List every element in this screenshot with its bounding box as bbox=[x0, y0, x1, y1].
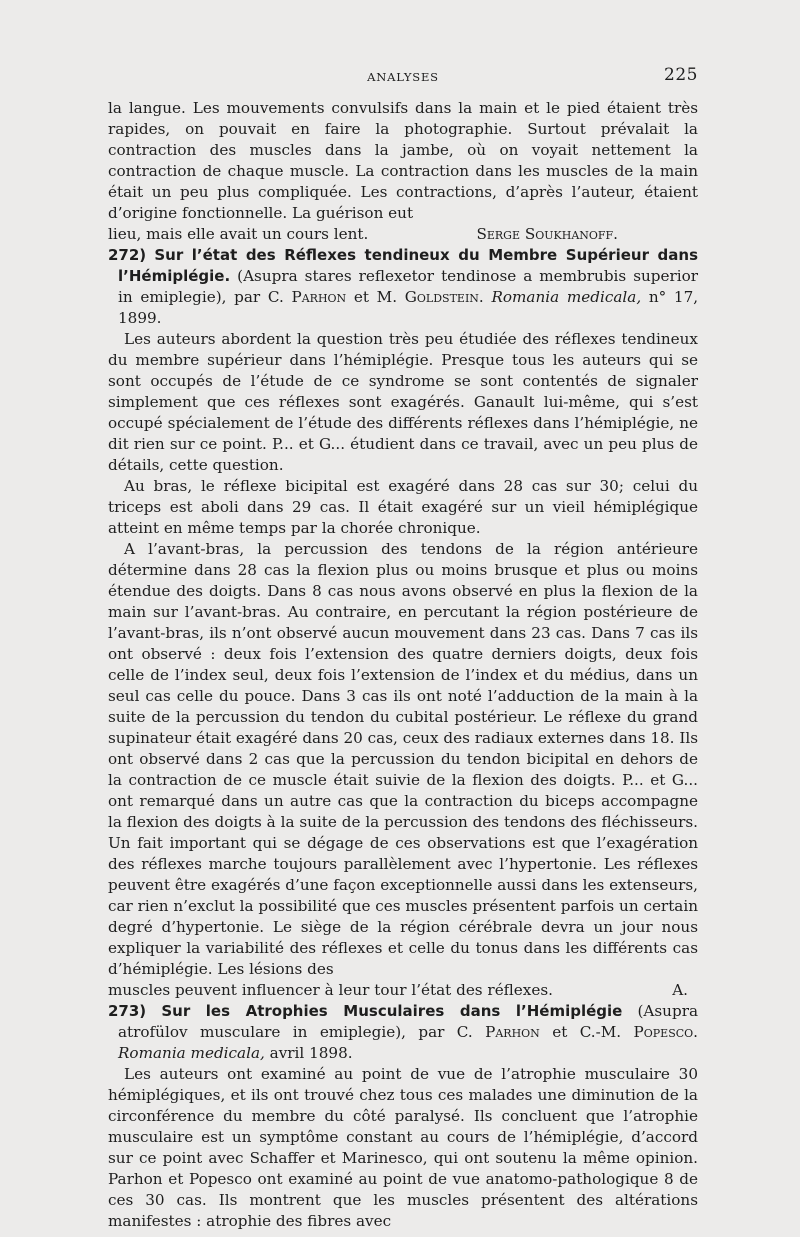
paragraph: Les auteurs abordent la question très peu étudiée des réflexes tendineux du membre supérieur dans l’hémiplégie. Presque tous les auteurs qui se sont occupés de l’étude de ce syndrome se sont contentés de signaler simplement que ces réflexes sont exagérés. Ganault lui-même, qui s’est occupé spécialement de l’étude des différents réflexes dans l’hémiplégie, ne dit rien sur ce point. P... et G... étudient dans ce travail, avec un peu plus de détails, cette question. bbox=[108, 330, 698, 474]
paragraph: A l’avant-bras, la percussion des tendons de la région antérieure détermine dans 28 cas la flexion plus ou moins brusque et plus ou moins étendue des doigts. Dans 8 cas nous avons observé en plus la flexion de la main sur l’avant-bras. Au contraire, en percutant la région postérieure de l’avant-bras, ils n’ont observé aucun mouvement dans 23 cas. Dans 7 cas ils ont observé : deux fois l’extension des quatre derniers doigts, deux fois celle de l’index seul, deux fois l’extension de l’index et du médius, dans un seul cas celle du pouce. Dans 3 cas ils ont noté l’adduction de la main à la suite de la percussion du tendon du cubital postérieur. Le réflexe du grand supinateur était exagéré dans 20 cas, ceux des radiaux externes dans 18. Ils ont observé dans 2 cas que la percussion du tendon bicipital en dehors de la contraction de ce muscle était suivie de la flexion des doigts. P... et G... ont remarqué dans un autre cas que la contraction du biceps accompagne la flexion des doigts à la suite de la percussion des tendons des fléchisseurs. Un fait important qui se dégage de ces observations est que l’exagération des réflexes marche toujours parallèlement avec l’hypertonie. Les réflexes peuvent être exagérés d’une façon exceptionnelle aussi dans les extenseurs, car rien n’exclut la possibilité que ces muscles présentent parfois un certain degré d’hypertonie. Le siège de la région cérébrale devra un jour nous expliquer la variabilité des réflexes et celle du tonus dans les différents cas d’hémiplégie. Les lésions des bbox=[108, 540, 698, 978]
entry-issue: avril 1898. bbox=[269, 1044, 353, 1062]
text-body bbox=[108, 98, 698, 1232]
entry-273-heading bbox=[108, 1001, 698, 1064]
page-number: 225 bbox=[664, 65, 698, 85]
entry-subtitle: (Asupra atrofülov musculare in emiplegie), par C. bbox=[118, 1002, 699, 1041]
entry-author: Parhon bbox=[485, 1023, 540, 1041]
entry-journal: Romania medicala, bbox=[118, 1044, 265, 1062]
entry-number: 272) bbox=[108, 246, 147, 264]
paragraph-end-line bbox=[108, 980, 698, 1001]
signature: Serge Soukhanoff. bbox=[476, 225, 618, 243]
entry-author: Parhon bbox=[291, 288, 347, 306]
entry-conjunction: et M. bbox=[353, 288, 398, 306]
paragraph-intro: la langue. Les mouvements convulsifs dans la main et le pied étaient très rapides, on pouvait en faire la photographie. Surtout prévalait la contraction des muscles dans la jambe, où on voyait nettement la contraction de chaque muscle. La contraction dans les muscles de la main était un peu plus compliquée. Les contractions, d’après l’auteur, étaient d’origine fonctionnelle. La guérison eut bbox=[108, 99, 698, 222]
entry-issue: n° 17, 1899. bbox=[118, 288, 699, 327]
paragraph-last-line: muscles peuvent influencer à leur tour l’état des réflexes. bbox=[108, 981, 553, 999]
entry-title: Sur les Atrophies Musculaires dans l’Hémiplégie bbox=[161, 1002, 623, 1020]
entry-subtitle: (Asupra stares reflexetor tendinose a membrubis superior in emiplegie), par C. bbox=[118, 267, 698, 306]
entry-title: Sur l’état des Réflexes tendineux du Membre Supérieur dans l’Hémiplégie. bbox=[118, 246, 698, 285]
signature: A. bbox=[672, 981, 688, 999]
page-header bbox=[108, 62, 698, 86]
paragraph: Les auteurs ont examiné au point de vue de l’atrophie musculaire 30 hémiplégiques, et ils ont trouvé chez tous ces malades une diminution de la circonférence du membre du côté paralysé. Ils concluent que l’atrophie musculaire est un symptôme constant au cours de l’hémiplégie, d’accord sur ce point avec Schaffer et Marinesco, qui ont soutenu la même opinion. Parhon et Popesco ont examiné au point de vue anatomo-pathologique 8 de ces 30 cas. Ils montrent que les muscles présentent des altérations manifestes : atrophie des fibres avec bbox=[108, 1065, 698, 1230]
entry-author: Popesco. bbox=[633, 1023, 699, 1041]
signature-line bbox=[108, 224, 698, 245]
paragraph: Au bras, le réflexe bicipital est exagéré dans 28 cas sur 30; celui du triceps est aboli dans 29 cas. Il était exagéré sur un vieil hémiplégique atteint en même temps par la chorée chronique. bbox=[108, 477, 698, 537]
entry-number: 273) bbox=[108, 1002, 147, 1020]
entry-272-heading bbox=[108, 245, 698, 329]
running-head: ANALYSES bbox=[367, 70, 439, 84]
paragraph-intro-last: lieu, mais elle avait un cours lent. bbox=[108, 225, 369, 243]
entry-journal: Romania medicala, bbox=[491, 288, 642, 306]
entry-author: Goldstein. bbox=[404, 288, 484, 306]
entry-conjunction: et C.-M. bbox=[552, 1023, 622, 1041]
